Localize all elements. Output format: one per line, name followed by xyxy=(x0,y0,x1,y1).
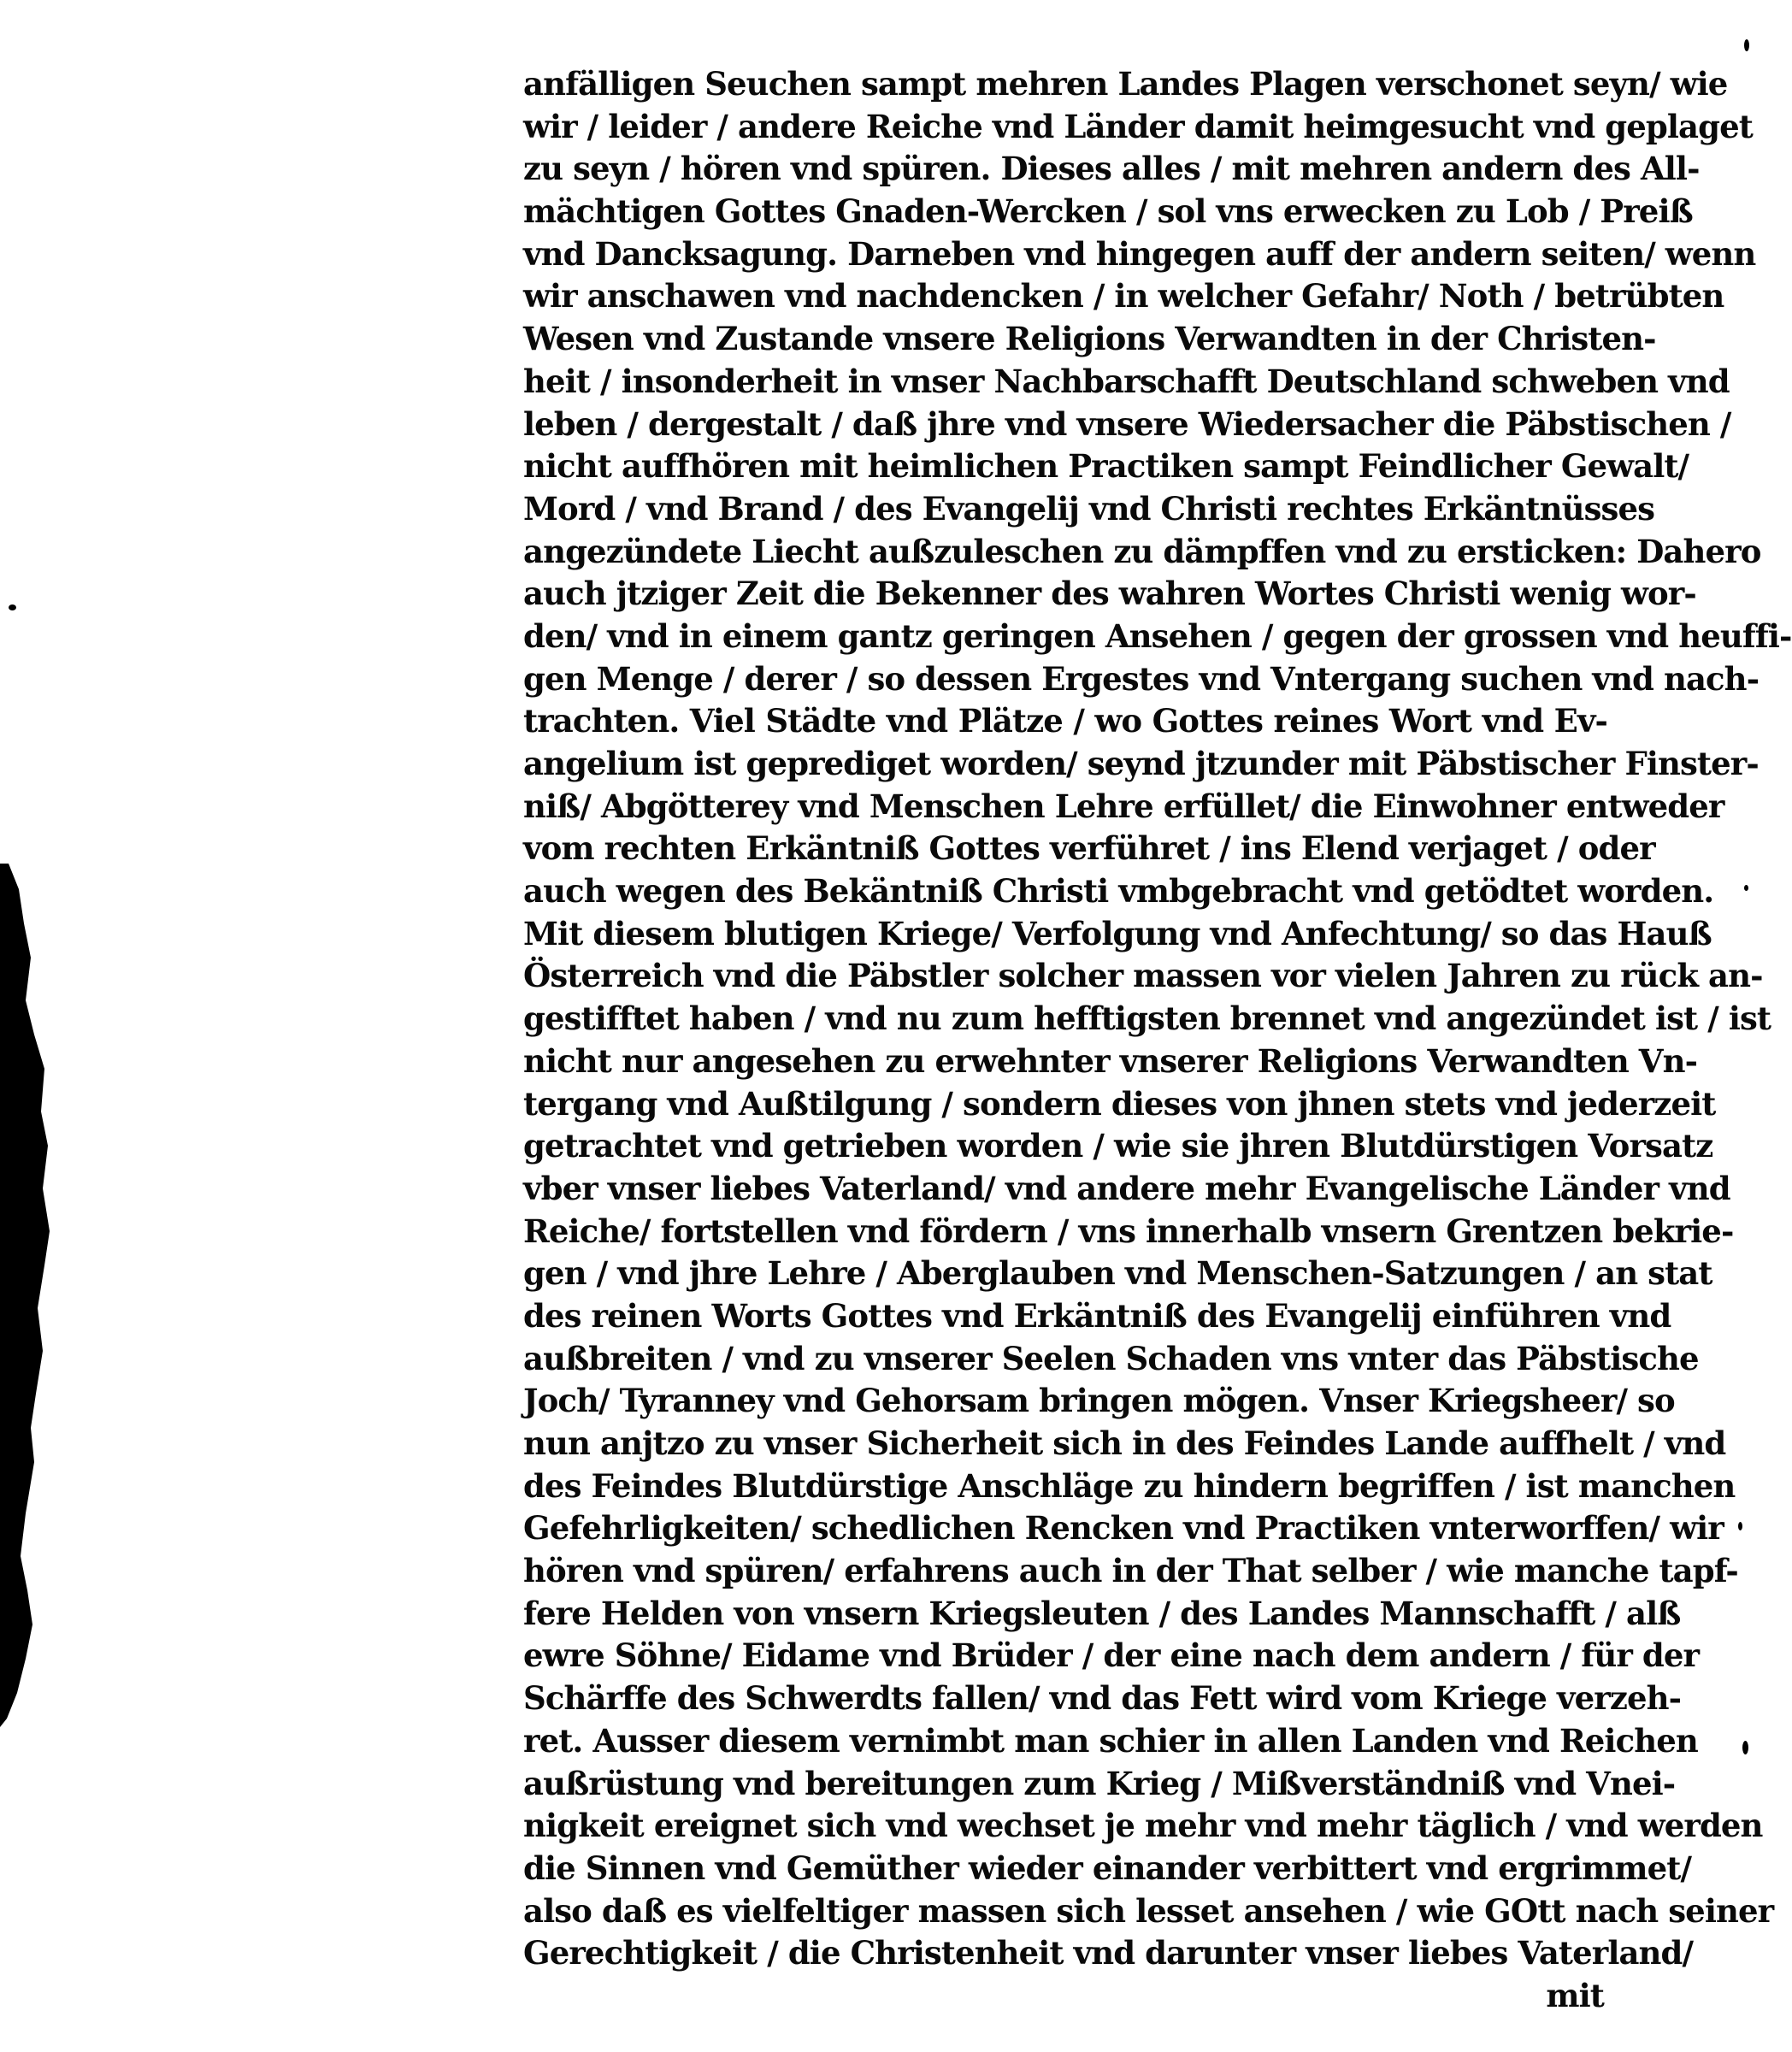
text-line: getrachtet vnd getrieben worden / wie sie jhren Blutdürstigen Vorsatz xyxy=(523,1127,1713,1165)
text-line: Schärffe des Schwerdts fallen/ vnd das Fett wird vom Kriege verzeh- xyxy=(523,1679,1682,1718)
text-line: außbreiten / vnd zu vnserer Seelen Schaden vns vnter das Päbstische xyxy=(523,1339,1699,1377)
text-line: angelium ist geprediget worden/ seynd jtzunder mit Päbstischer Finster- xyxy=(523,745,1759,782)
ink-speck xyxy=(9,604,16,610)
text-line: Mit diesem blutigen Kriege/ Verfolgung vnd Anfechtung/ so das Hauß xyxy=(523,914,1712,952)
text-line: also daß es vielfeltiger massen sich lesset ansehen / wie GOtt nach seiner xyxy=(523,1891,1774,1930)
text-line: auch wegen des Bekäntniß Christi vmbgebracht vnd getödtet worden. xyxy=(523,872,1714,911)
text-line: Österreich vnd die Päbstler solcher massen vor vielen Jahren zu rück an- xyxy=(523,957,1763,995)
text-line: heit / insonderheit in vnser Nachbarschafft Deutschland schweben vnd xyxy=(523,362,1730,400)
text-line: vnd Dancksagung. Darneben vnd hingegen auff der andern seiten/ wenn xyxy=(523,234,1756,273)
catchword: mit xyxy=(1546,1976,1604,2014)
text-line: leben / dergestalt / daß jhre vnd vnsere Wiedersacher die Päbstischen / xyxy=(523,404,1731,443)
ink-speck xyxy=(1744,885,1748,891)
text-line: fere Helden von vnsern Kriegsleuten / des Landes Mannschafft / alß xyxy=(523,1594,1681,1632)
text-line: Mord / vnd Brand / des Evangelij vnd Christi rechtes Erkäntnüsses xyxy=(523,489,1655,528)
text-line: ret. Ausser diesem vernimbt man schier in allen Landen vnd Reichen xyxy=(523,1721,1698,1760)
text-line: außrüstung vnd bereitungen zum Krieg / Mißverständniß vnd Vnei- xyxy=(523,1764,1676,1802)
body-text xyxy=(523,63,1792,2030)
text-line: nigkeit ereignet sich vnd wechset je mehr vnd mehr täglich / vnd werden xyxy=(523,1807,1763,1845)
text-line: die Sinnen vnd Gemüther wieder einander verbittert vnd ergrimmet/ xyxy=(523,1849,1692,1887)
text-line: gen Menge / derer / so dessen Ergestes vnd Vntergang suchen vnd nach- xyxy=(523,659,1760,698)
text-line: hören vnd spüren/ erfahrens auch in der That selber / wie manche tapf- xyxy=(523,1552,1738,1590)
text-line: gen / vnd jhre Lehre / Aberglauben vnd Menschen-Satzungen / an stat xyxy=(523,1254,1712,1293)
ink-speck xyxy=(1744,39,1749,51)
text-line: tergang vnd Außtilgung / sondern dieses von jhnen stets vnd jederzeit xyxy=(523,1084,1716,1123)
text-line: mächtigen Gottes Gnaden-Wercken / sol vns erwecken zu Lob / Preiß xyxy=(523,192,1693,231)
text-line: Wesen vnd Zustande vnsere Religions Verwandten in der Christen- xyxy=(523,320,1656,358)
text-line: vber vnser liebes Vaterland/ vnd andere mehr Evangelische Länder vnd xyxy=(523,1169,1730,1207)
text-line: anfälligen Seuchen sampt mehren Landes Plagen verschonet seyn/ wie xyxy=(523,65,1728,103)
text-line: gestifftet haben / vnd nu zum hefftigsten brennet vnd angezündet ist / ist xyxy=(523,999,1771,1038)
text-line: zu seyn / hören vnd spüren. Dieses alles / mit mehren andern des All- xyxy=(523,150,1700,188)
text-line: nicht nur angesehen zu erwehnter vnserer Religions Verwandten Vn- xyxy=(523,1041,1698,1080)
text-line: Reiche/ fortstellen vnd fördern / vns innerhalb vnsern Grentzen bekrie- xyxy=(523,1212,1734,1250)
text-line: angezündete Liecht außzuleschen zu dämpffen vnd zu ersticken: Dahero xyxy=(523,532,1761,570)
text-line: auch jtziger Zeit die Bekenner des wahren Wortes Christi wenig wor- xyxy=(523,575,1696,613)
text-line: niß/ Abgötterey vnd Menschen Lehre erfüllet/ die Einwohner entweder xyxy=(523,787,1724,825)
text-line: wir anschawen vnd nachdencken / in welcher Gefahr/ Noth / betrübten xyxy=(523,277,1724,315)
ink-speck xyxy=(1738,1522,1742,1530)
ink-speck xyxy=(1742,1741,1748,1754)
text-line: Gefehrligkeiten/ schedlichen Rencken vnd Practiken vnterworffen/ wir xyxy=(523,1509,1724,1548)
text-line: Joch/ Tyranney vnd Gehorsam bringen mögen. Vnser Kriegsheer/ so xyxy=(523,1382,1675,1420)
text-line: des Feindes Blutdürstige Anschläge zu hindern begriffen / ist manchen xyxy=(523,1466,1736,1505)
text-line: trachten. Viel Städte vnd Plätze / wo Gottes reines Wort vnd Ev- xyxy=(523,702,1607,740)
text-line: vom rechten Erkäntniß Gottes verführet / ins Elend verjaget / oder xyxy=(523,829,1655,868)
text-line: wir / leider / andere Reiche vnd Länder damit heimgesucht vnd geplaget xyxy=(523,107,1753,145)
text-line: nicht auffhören mit heimlichen Practiken sampt Feindlicher Gewalt/ xyxy=(523,447,1689,486)
text-line: den/ vnd in einem gantz geringen Ansehen / gegen der grossen vnd heuffi- xyxy=(523,616,1792,655)
text-line: ewre Söhne/ Eidame vnd Brüder / der eine nach dem andern / für der xyxy=(523,1636,1700,1675)
text-line: nun anjtzo zu vnser Sicherheit sich in des Feindes Lande auffhelt / vnd xyxy=(523,1424,1726,1462)
torn-page-edge xyxy=(0,864,68,1727)
text-line: des reinen Worts Gottes vnd Erkäntniß des Evangelij einführen vnd xyxy=(523,1296,1671,1335)
text-line: Gerechtigkeit / die Christenheit vnd darunter vnser liebes Vaterland/ xyxy=(523,1934,1694,1972)
